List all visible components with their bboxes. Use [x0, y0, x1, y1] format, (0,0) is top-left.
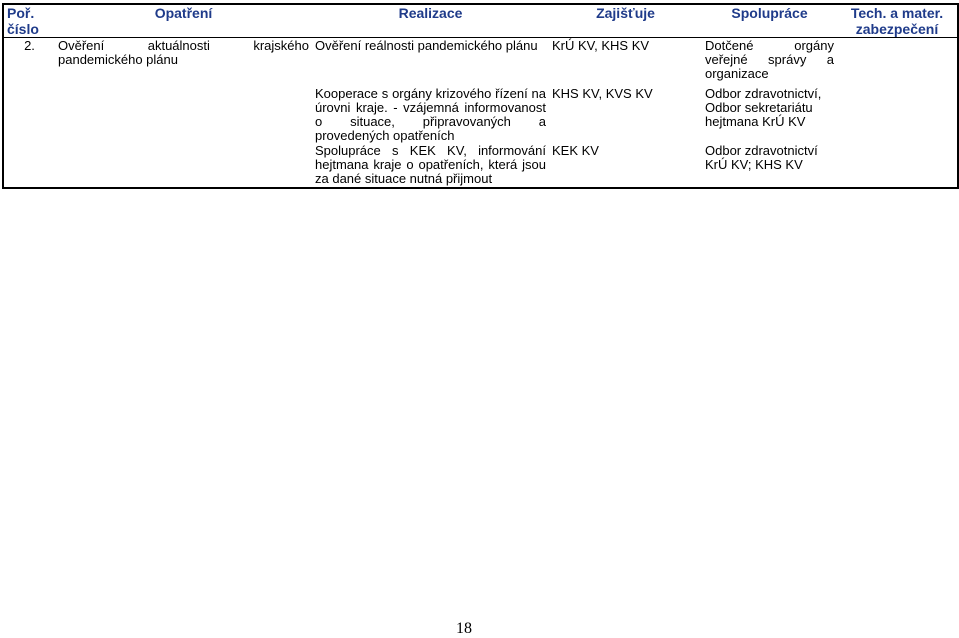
header-por: Poř. číslo: [7, 5, 39, 37]
row-realizace-1: Ověření reálnosti pandemického plánu: [315, 38, 538, 53]
measures-table: [2, 3, 959, 189]
row-spoluprace-3: Odbor zdravotnictví KrÚ KV; KHS KV: [705, 143, 818, 172]
page-number: 18: [456, 620, 472, 637]
row-tech: [837, 38, 958, 189]
row-realizace-2: Kooperace s orgány krizového řízení na úrovni kraje. - vzájemná informovanost o situace, připravovaných a provedených opatřeních: [315, 86, 546, 143]
header-tech: Tech. a mater. zabezpečení: [850, 5, 944, 37]
row-number: 2.: [24, 38, 35, 53]
row-zajistuje-1: KrÚ KV, KHS KV: [552, 38, 650, 53]
table-row: [3, 38, 958, 82]
row-spoluprace-2: Odbor zdravotnictví, Odbor sekretariátu hejtmana KrÚ KV: [705, 86, 822, 129]
row-zajistuje-2: KHS KV, KVS KV: [552, 86, 653, 101]
row-realizace-3: Spolupráce s KEK KV, informování hejtmana kraje o opatřeních, která jsou za dané situace nutná přijmout: [315, 143, 546, 186]
row-opatreni: Ověření aktuálnosti krajského pandemického plánu: [58, 38, 309, 67]
row-zajistuje-3: KEK KV: [552, 143, 599, 158]
header-opatreni: Opatření: [154, 5, 213, 21]
header-realizace: Realizace: [398, 5, 463, 21]
row-spoluprace-1: Dotčené orgány veřejné správy a organizace: [705, 38, 834, 81]
header-row: [3, 4, 958, 38]
header-zajistuje: Zajišťuje: [596, 5, 655, 21]
header-spoluprace: Spolupráce: [731, 5, 808, 21]
